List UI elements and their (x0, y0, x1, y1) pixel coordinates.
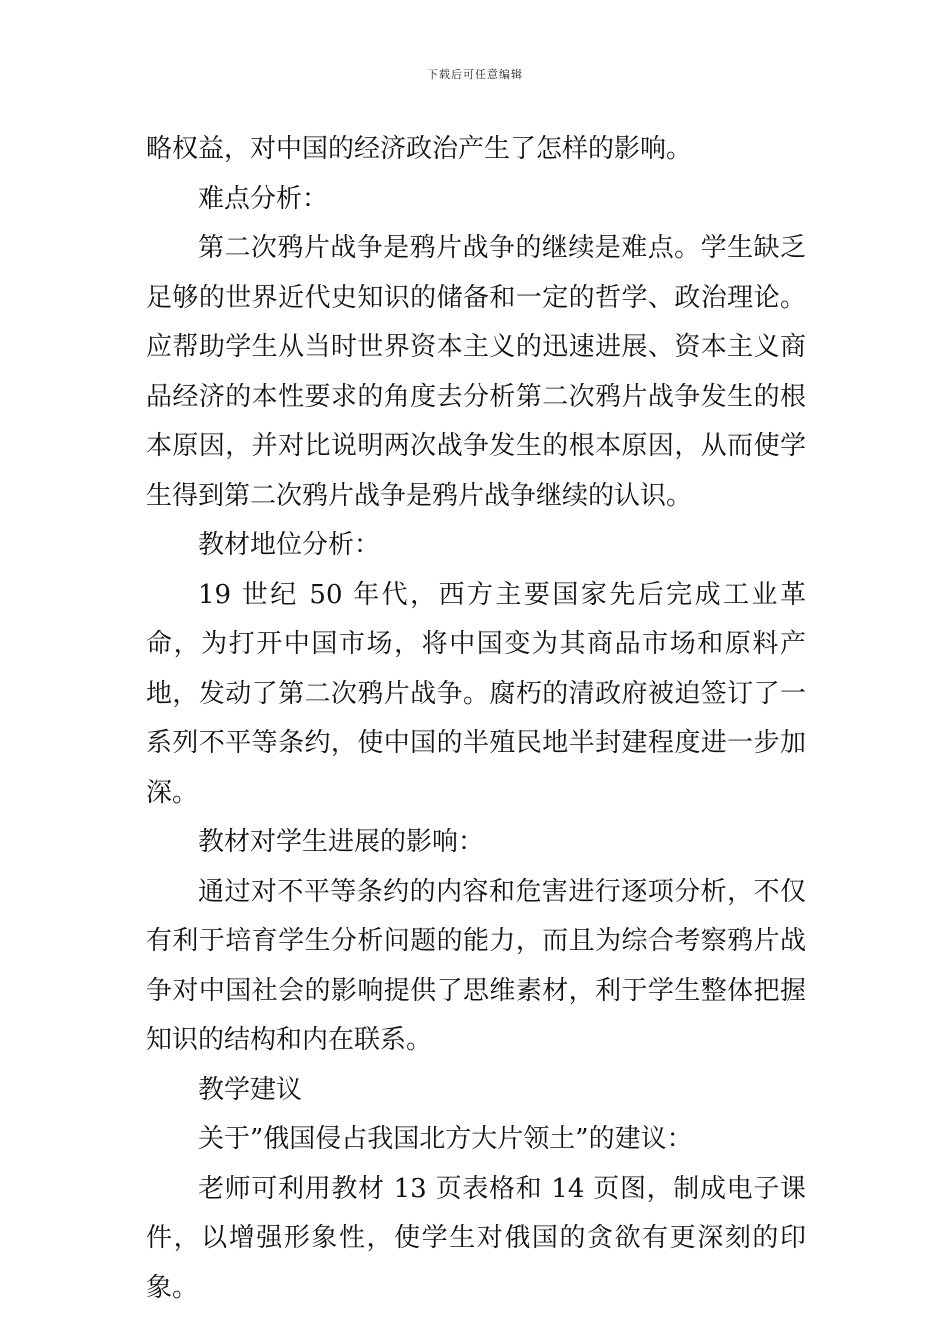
heading-student-impact: 教材对学生进展的影响： (198, 827, 485, 857)
body-text (146, 125, 806, 1313)
paragraph-difficulty: 第二次鸦片战争是鸦片战争的继续是难点。学生缺乏足够的世界近代史知识的储备和一定的哲学、政治理论。应帮助学生从当时世界资本主义的迅速进展、资本主义商品经济的本性要求的角度去分析第二次鸦片战争发生的根本原因，并对比说明两次战争发生的根本原因，从而使学生得到第二次鸦片战争是鸦片战争继续的认识。 (146, 233, 806, 511)
paragraph-1: 略权益，对中国的经济政治产生了怎样的影响。 (146, 134, 693, 164)
heading-difficulty-analysis: 难点分析： (198, 183, 329, 214)
paragraph-textbook-position: 19 世纪 50 年代，西方主要国家先后完成工业革命，为打开中国市场，将中国变为其商品市场和原料产地，发动了第二次鸦片战争。腐朽的清政府被迫签订了一系列不平等条约，使中国的半殖民地半封建程度进一步加深。 (146, 579, 806, 808)
paragraph-russia-suggestion: 老师可利用教材 13 页表格和 14 页图，制成电子课件，以增强形象性，使学生对俄国的贪欲有更深刻的印象。 (146, 1173, 806, 1303)
heading-teaching-suggestions: 教学建议 (198, 1074, 303, 1105)
subheading-russia-suggestion: 关于”俄国侵占我国北方大片领土”的建议： (198, 1124, 693, 1154)
heading-textbook-position: 教材地位分析： (198, 530, 381, 560)
header-note: 下载后可任意编辑 (427, 68, 523, 81)
paragraph-student-impact: 通过对不平等条约的内容和危害进行逐项分析，不仅有利于培育学生分析问题的能力，而且为综合考察鸦片战争对中国社会的影响提供了思维素材，利于学生整体把握知识的结构和内在联系。 (146, 876, 806, 1055)
